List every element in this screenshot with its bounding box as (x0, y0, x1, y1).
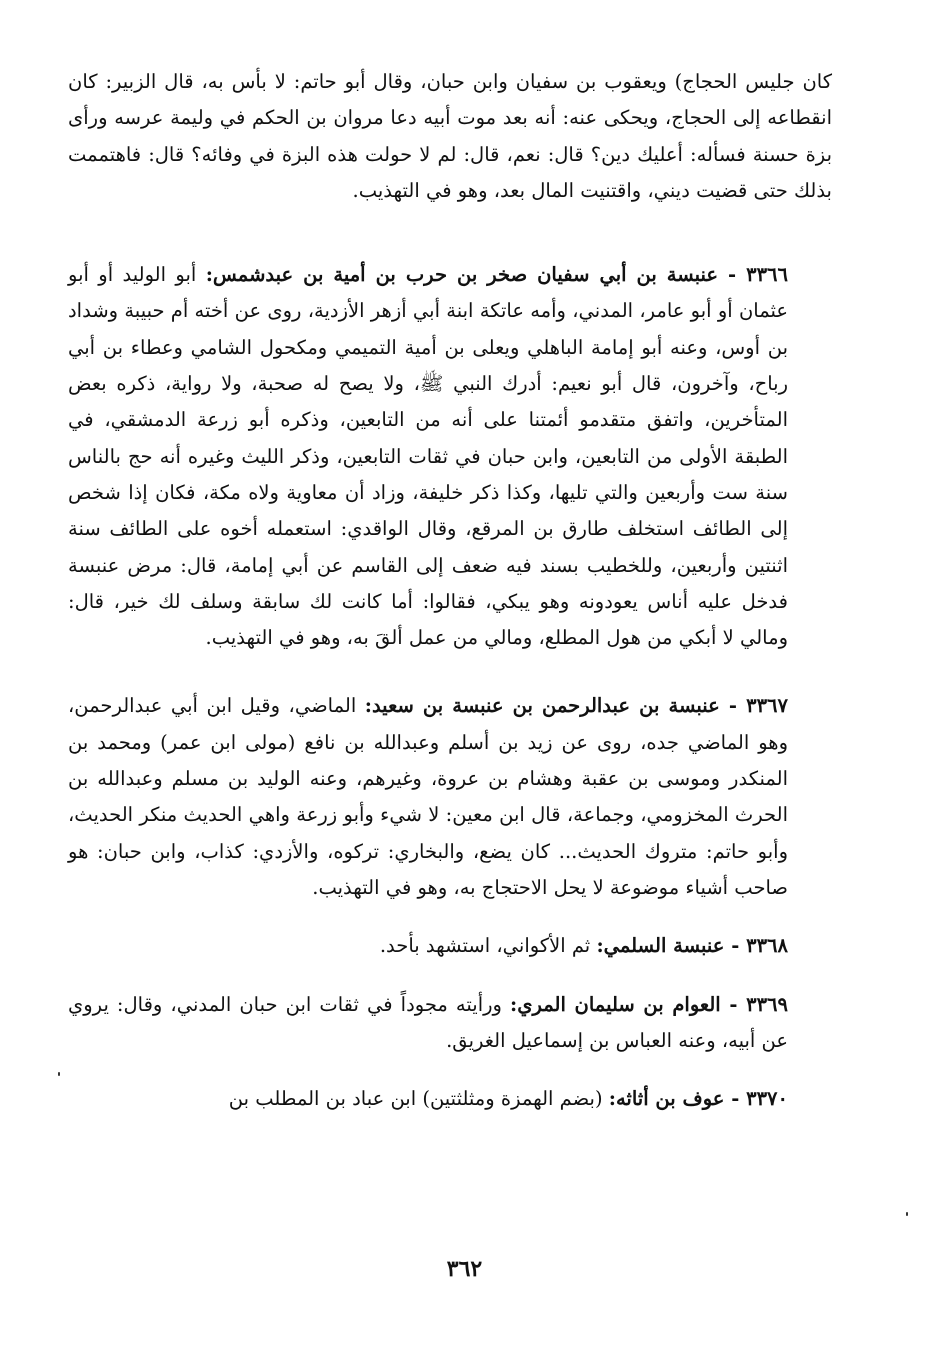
entry-3367 (68, 688, 832, 906)
scan-speck (906, 1212, 908, 1216)
entry-text: ثم الأكواني، استشهد بأحد. (379, 934, 597, 958)
page-body (68, 64, 832, 1117)
entry-3366 (68, 257, 832, 656)
page-number: ٣٦٢ (446, 1256, 483, 1282)
entry-heading: ٣٣٦٧ - عنبسة بن عبدالرحمن بن عنبسة بن سعيد: (364, 694, 788, 718)
paragraph-continuation (68, 64, 832, 209)
entry-heading: ٣٣٦٦ - عنبسة بن أبي سفيان صخر بن حرب بن أمية بن عبدشمس: (205, 263, 788, 287)
entry-text: أبو الوليد أو أبو عثمان أو أبو عامر، المدني، وأمه عاتكة ابنة أبي أزهر الأزدية، روى عن أخته أم حبيبة وشداد بن أوس، وعنه أبو إمامة الباهلي ويعلى بن أمية التميمي ومكحول الشامي وعطاء بن أبي رباح، وآخرون، قال أبو نعيم: أدرك النبي ﷺ، ولا يصح له صحبة، ولا رواية، ذكره بعض المتأخرين، واتفق متقدمو أئمتنا على أنه من التابعين، وذكره أبو زرعة الدمشقي، في الطبقة الأولى من التابعين، وابن حبان في ثقات التابعين، وذكر الليث وغيره أنه حج بالناس سنة ست وأربعين والتي تليها، وكذا ذكر خليفة، وزاد أن معاوية ولاه مكة، فكان إذا شخص إلى الطائف استخلف طارق بن المرقع، وقال الواقدي: استعمله أخوه على الطائف سنة اثنتين وأربعين، وللخطيب بسند فيه ضعف إلى القاسم عن أبي إمامة، قال: مرض عنبسة فدخل عليه أناس يعودونه وهو يبكي، فقالوا: أما كانت لك سابقة وسلف لك خير، قال: ومالي لا أبكي من هول المطلع، ومالي من عمل ألقَ به، وهو في التهذيب. (68, 263, 788, 650)
entry-3369 (68, 987, 832, 1060)
entry-heading: ٣٣٦٨ - عنبسة السلمي: (596, 934, 788, 958)
scan-speck (58, 1072, 60, 1076)
entry-heading: ٣٣٧٠ - عوف بن أثاثه: (608, 1087, 788, 1111)
entry-3370 (68, 1081, 832, 1117)
entry-text: الماضي، وقيل ابن أبي عبدالرحمن، وهو الماضي جده، روى عن زيد بن أسلم وعبدالله بن نافع (مولى ابن عمر) ومحمد بن المنكدر وموسى بن عقبة وهشام بن عروة، وغيرهم، وعنه الوليد بن مسلم وعبدالله بن الحرث المخزومي، وجماعة، قال ابن معين: لا شيء وأبو زرعة واهي الحديث منكر الحديث، وأبو حاتم: متروك الحديث... كان يضع، والبخاري: تركوه، والأزدي: كذاب، وابن حبان: هو صاحب أشياء موضوعة لا يحل الاحتجاج به، وهو في التهذيب. (68, 694, 788, 899)
entry-text: (بضم الهمزة ومثلثتين) ابن عباد بن المطلب بن (228, 1087, 609, 1111)
entry-text: ورأيته مجوداً في ثقات ابن حبان المدني، وقال: يروي عن أبيه، وعنه العباس بن إسماعيل الغريق. (68, 992, 788, 1052)
entry-heading: ٣٣٦٩ - العوام بن سليمان المري: (510, 992, 788, 1016)
entry-3368 (68, 928, 832, 964)
paragraph-text: كان جليس الحجاج) ويعقوب بن سفيان وابن حبان، وقال أبو حاتم: لا بأس به، قال الزبير: كان انقطاعه إلى الحجاج، ويحكى عنه: أنه بعد موت أبيه دعا مروان بن الحكم في وليمة عرسه ورأى بزة حسنة فسأله: أعليك دين؟ قال: نعم، قال: لم لا حولت هذه البزة في وفائه؟ قال: فاهتممت بذلك حتى قضيت ديني، واقتنيت المال بعد، وهو في التهذيب. (68, 70, 832, 202)
